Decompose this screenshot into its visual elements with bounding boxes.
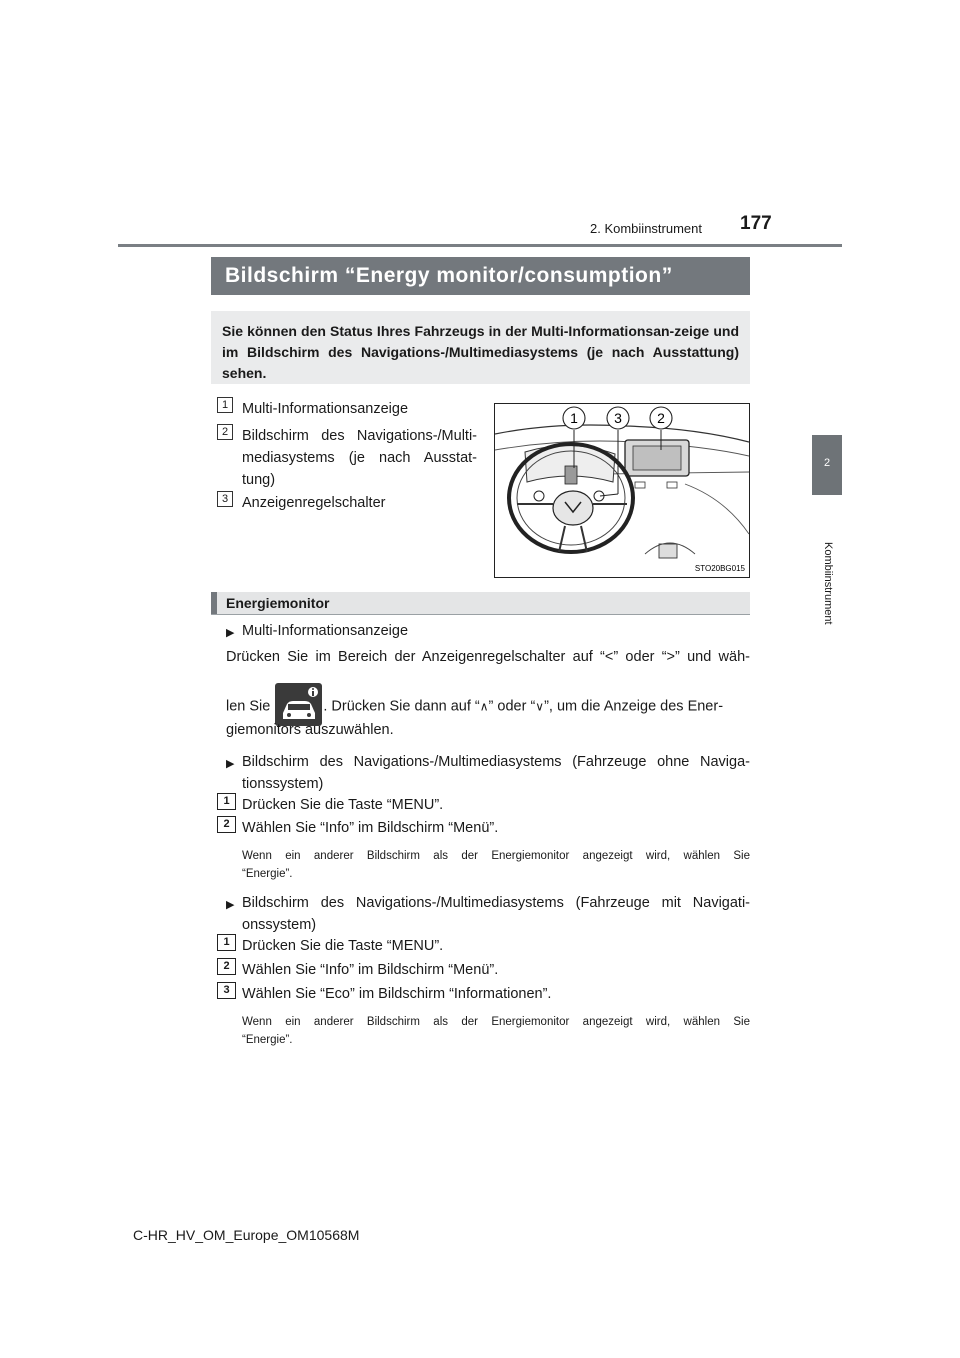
- bullet-arrow-icon: ▶: [226, 899, 235, 911]
- dashboard-drawing: [495, 404, 749, 577]
- para-text: . Drücken Sie dann auf “: [323, 698, 480, 715]
- legend-text-3: Anzeigenregelschalter: [242, 495, 386, 511]
- callout-2: 2: [657, 410, 665, 426]
- bullet-2-line2: tionssystem): [242, 776, 324, 792]
- para-text: len Sie: [226, 698, 271, 715]
- legend-text-1: Multi-Informationsanzeige: [242, 401, 409, 417]
- header-rule: [118, 244, 842, 247]
- para-text: ” oder “: [488, 698, 536, 715]
- chapter-tab: 2: [812, 435, 842, 495]
- step-text-1: Drücken Sie die Taste “MENU”.: [242, 797, 444, 813]
- step-text-2: Wählen Sie “Info” im Bildschirm “Menü”.: [242, 820, 499, 836]
- subsection-heading: Energiemonitor: [211, 592, 750, 614]
- callout-3: 3: [614, 410, 622, 426]
- bullet-2-line1: Bildschirm des Navigations-/Multimediasystems (Fahrzeuge ohne Naviga-: [242, 754, 750, 770]
- document-code: C-HR_HV_OM_Europe_OM10568M: [133, 1227, 360, 1243]
- note-line-2: “Energie”.: [242, 1034, 293, 1046]
- callout-1: 1: [570, 410, 578, 426]
- note-line-2: “Energie”.: [242, 868, 293, 880]
- page-number: 177: [740, 213, 772, 234]
- bullet-3-line2: onssystem): [242, 917, 317, 933]
- figure-code: STO20BG015: [694, 564, 745, 573]
- step-number-3: 3: [217, 982, 236, 999]
- step-number-1: 1: [217, 793, 236, 810]
- legend-text-2b: mediasystems (je nach Ausstat-: [242, 450, 477, 466]
- legend-text-2c: tung): [242, 472, 276, 488]
- note-line-1: Wenn ein anderer Bildschirm als der Energiemonitor angezeigt wird, wählen Sie: [242, 1016, 750, 1028]
- step-number-2: 2: [217, 958, 236, 975]
- dashboard-illustration: [494, 403, 750, 578]
- legend-number-2: 2: [217, 424, 233, 440]
- step-text-3: Wählen Sie “Eco” im Bildschirm “Informationen”.: [242, 986, 552, 1002]
- section-title: 2. Kombiinstrument: [590, 221, 702, 236]
- page-heading: Bildschirm “Energy monitor/consumption”: [211, 257, 750, 295]
- up-arrow-symbol: ∧: [479, 699, 489, 714]
- subsection-rule: [211, 614, 750, 615]
- bullet-1-para-line3: giemonitors auszuwählen.: [226, 722, 394, 738]
- legend-text-2a: Bildschirm des Navigations-/Multi-: [242, 428, 477, 444]
- para-text: ”, um die Anzeige des Ener-: [544, 698, 724, 715]
- bullet-3-line1: Bildschirm des Navigations-/Multimediasystems (Fahrzeuge mit Navigati-: [242, 895, 750, 911]
- bullet-arrow-icon: ▶: [226, 627, 235, 639]
- bullet-arrow-icon: ▶: [226, 758, 235, 770]
- down-arrow-symbol: ∨: [535, 699, 545, 714]
- note-line-1: Wenn ein anderer Bildschirm als der Energiemonitor angezeigt wird, wählen Sie: [242, 850, 750, 862]
- legend-number-1: 1: [217, 397, 233, 413]
- step-text-1: Drücken Sie die Taste “MENU”.: [242, 938, 444, 954]
- bullet-1-title: Multi-Informationsanzeige: [242, 623, 409, 639]
- step-text-2: Wählen Sie “Info” im Bildschirm “Menü”.: [242, 962, 499, 978]
- bullet-1-para-line1: Drücken Sie im Bereich der Anzeigenregelschalter auf “<” oder “>” und wäh-: [226, 649, 750, 665]
- intro-box: Sie können den Status Ihres Fahrzeugs in der Multi-Informationsan-zeige und im Bildschirm des Navigations-/Multimediasystems (je nach Ausstattung) sehen.: [211, 311, 750, 384]
- step-number-1: 1: [217, 934, 236, 951]
- chapter-label: Kombiinstrument: [822, 542, 834, 625]
- step-number-2: 2: [217, 816, 236, 833]
- legend-number-3: 3: [217, 491, 233, 507]
